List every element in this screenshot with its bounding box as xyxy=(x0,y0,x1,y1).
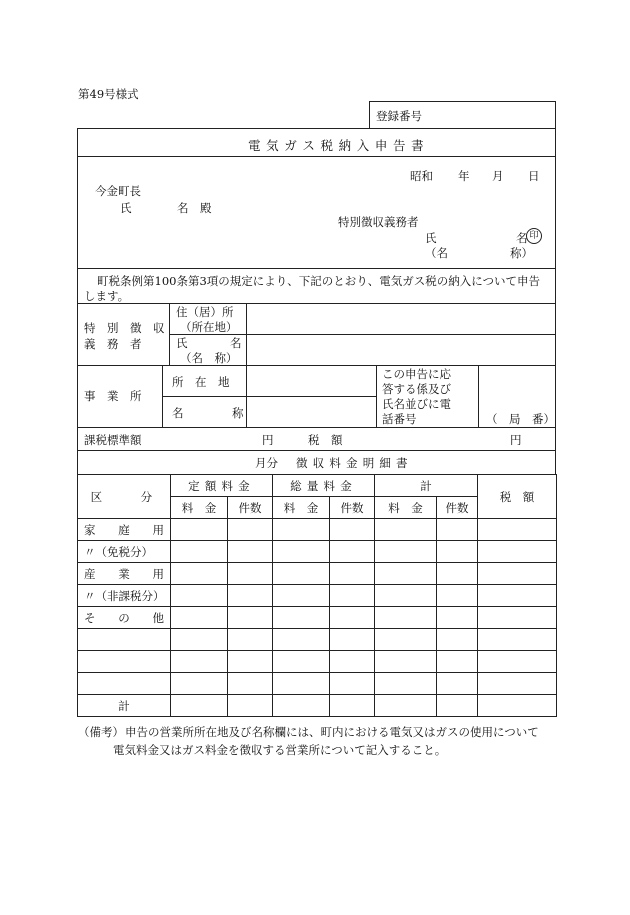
cell[interactable] xyxy=(330,585,375,607)
form-number: 第49号様式 xyxy=(78,87,139,101)
divider-detail xyxy=(77,450,556,451)
date-year[interactable]: 年 xyxy=(458,169,470,183)
cell[interactable] xyxy=(171,629,228,651)
cell[interactable] xyxy=(437,585,478,607)
row-label[interactable] xyxy=(78,673,171,695)
cell[interactable] xyxy=(171,585,228,607)
obligor-name-field[interactable] xyxy=(250,335,554,365)
contact-line2: 答する係及び xyxy=(382,382,451,396)
cell[interactable] xyxy=(228,695,273,717)
cell[interactable] xyxy=(273,607,330,629)
row-label: 〃（非課税分） xyxy=(78,585,171,607)
submitter-label: 特別徴収義務者 xyxy=(338,215,419,229)
cell[interactable] xyxy=(273,519,330,541)
address-label: 住（居）所 xyxy=(176,305,234,319)
row-label: 〃（免税分） xyxy=(78,541,171,563)
contact-line1: この申告に応 xyxy=(382,367,451,381)
cell[interactable] xyxy=(273,629,330,651)
location-label: 所 在 地 xyxy=(172,375,230,389)
extension-label: （ 局 番） xyxy=(486,412,555,426)
cell[interactable] xyxy=(437,607,478,629)
cell[interactable] xyxy=(273,563,330,585)
address-sublabel: （所在地） xyxy=(180,320,238,334)
cell[interactable] xyxy=(228,673,273,695)
cell[interactable] xyxy=(437,651,478,673)
cell[interactable] xyxy=(375,585,437,607)
date-era: 昭和 xyxy=(410,169,433,183)
tax-amount-yen: 円 xyxy=(510,433,522,447)
form-title: 電気ガス税納入申告書 xyxy=(248,138,430,153)
submitter-sho-paren: 称） xyxy=(510,246,533,260)
contact-line4: 話番号 xyxy=(382,412,417,426)
business-name-label-left: 名 xyxy=(172,406,184,420)
declaration-line2: します。 xyxy=(84,289,130,303)
seal-icon: 印 xyxy=(526,228,542,244)
cell[interactable] xyxy=(228,585,273,607)
addressee-title: 今金町長 xyxy=(95,184,141,198)
detail-table xyxy=(77,474,557,717)
addressee-mei-dono: 名 殿 xyxy=(177,201,212,215)
table-row xyxy=(78,585,557,607)
sub-fee: 料 金 xyxy=(171,497,228,519)
obligor-name-sublabel: （名 称） xyxy=(180,351,238,365)
cell[interactable] xyxy=(171,519,228,541)
registration-number-box[interactable] xyxy=(369,101,556,129)
table-row xyxy=(78,673,557,695)
cell[interactable] xyxy=(437,695,478,717)
detail-month: 月分 xyxy=(255,456,278,470)
business-vline4 xyxy=(478,365,479,427)
cell[interactable] xyxy=(330,673,375,695)
cell[interactable] xyxy=(375,563,437,585)
date-month[interactable]: 月 xyxy=(492,169,504,183)
cell[interactable] xyxy=(171,541,228,563)
cell[interactable] xyxy=(330,629,375,651)
cell[interactable] xyxy=(478,585,557,607)
cell[interactable] xyxy=(437,673,478,695)
cell[interactable] xyxy=(478,673,557,695)
row-label: 産 業 用 xyxy=(78,563,171,585)
cell[interactable] xyxy=(171,563,228,585)
cell[interactable] xyxy=(273,695,330,717)
submitter-mei: 名 xyxy=(516,231,528,245)
business-location-field[interactable] xyxy=(250,366,374,396)
cell[interactable] xyxy=(330,695,375,717)
cell[interactable] xyxy=(478,695,557,717)
table-row xyxy=(78,607,557,629)
cell[interactable] xyxy=(273,541,330,563)
cell[interactable] xyxy=(437,541,478,563)
contact-line3: 氏名並びに電 xyxy=(382,397,451,411)
cell[interactable] xyxy=(330,519,375,541)
cell[interactable] xyxy=(375,651,437,673)
note-label: （備考） xyxy=(78,725,124,739)
cell[interactable] xyxy=(228,541,273,563)
table-row-total xyxy=(78,695,557,717)
note-line1: 申告の営業所所在地及び名称欄には、町内における電気又はガスの使用について xyxy=(125,725,539,739)
submitter-na-paren: （名 xyxy=(425,246,448,260)
obligor-label-line1: 特 別 徴 収 xyxy=(84,321,165,335)
cell[interactable] xyxy=(437,629,478,651)
registration-label: 登録番号 xyxy=(376,109,422,123)
cell[interactable] xyxy=(330,563,375,585)
cell[interactable] xyxy=(171,651,228,673)
business-label: 事 業 所 xyxy=(84,389,142,403)
business-name-label-right: 称 xyxy=(232,406,244,420)
cell[interactable] xyxy=(171,695,228,717)
cell[interactable] xyxy=(478,519,557,541)
title-divider xyxy=(77,156,556,157)
obligor-address-field[interactable] xyxy=(250,303,554,334)
detail-heading: 徴収料金明細書 xyxy=(296,456,413,470)
cell[interactable] xyxy=(273,651,330,673)
cell[interactable] xyxy=(228,519,273,541)
cell[interactable] xyxy=(330,607,375,629)
tax-amount-label: 税 額 xyxy=(308,433,343,447)
cell[interactable] xyxy=(437,563,478,585)
cell[interactable] xyxy=(273,673,330,695)
obligor-name-label-right: 名 xyxy=(230,336,242,350)
cell[interactable] xyxy=(478,629,557,651)
sub-count: 件数 xyxy=(330,497,375,519)
cell[interactable] xyxy=(478,563,557,585)
row-label[interactable] xyxy=(78,651,171,673)
addressee-shi: 氏 xyxy=(120,201,132,215)
col-fixed: 定額料金 xyxy=(171,475,273,497)
business-name-field[interactable] xyxy=(250,397,374,426)
obligor-name-label-left: 氏 xyxy=(176,336,188,350)
cell[interactable] xyxy=(375,695,437,717)
col-category: 区 分 xyxy=(78,475,171,519)
tax-amount-field[interactable] xyxy=(360,429,506,447)
divider-tax xyxy=(77,427,556,428)
cell[interactable] xyxy=(375,673,437,695)
cell[interactable] xyxy=(228,629,273,651)
col-total: 計 xyxy=(375,475,478,497)
col-metered: 総量料金 xyxy=(273,475,375,497)
cell[interactable] xyxy=(228,607,273,629)
contact-field[interactable] xyxy=(482,366,554,410)
cell[interactable] xyxy=(375,629,437,651)
row-label: そ の 他 xyxy=(78,607,171,629)
sub-count: 件数 xyxy=(228,497,273,519)
cell[interactable] xyxy=(330,651,375,673)
tax-base-yen: 円 xyxy=(262,433,274,447)
row-label: 家 庭 用 xyxy=(78,519,171,541)
date-day[interactable]: 日 xyxy=(528,169,540,183)
table-row xyxy=(78,629,557,651)
business-vline3 xyxy=(376,365,377,427)
cell[interactable] xyxy=(171,607,228,629)
declaration-line1: 町税条例第100条第3項の規定により、下記のとおり、電気ガス税の納入について申告 xyxy=(97,274,541,288)
tax-base-field[interactable] xyxy=(148,429,258,447)
sub-fee: 料 金 xyxy=(273,497,330,519)
cell[interactable] xyxy=(330,541,375,563)
sub-fee: 料 金 xyxy=(375,497,437,519)
col-tax: 税 額 xyxy=(478,475,557,519)
sub-count: 件数 xyxy=(437,497,478,519)
divider-declaration xyxy=(77,268,556,269)
cell[interactable] xyxy=(171,673,228,695)
table-row xyxy=(78,541,557,563)
cell[interactable] xyxy=(375,519,437,541)
cell[interactable] xyxy=(437,519,478,541)
table-row xyxy=(78,651,557,673)
cell[interactable] xyxy=(228,651,273,673)
table-row xyxy=(78,519,557,541)
total-label: 計 xyxy=(78,695,171,717)
tax-base-label: 課税標準額 xyxy=(84,433,142,447)
table-row xyxy=(78,563,557,585)
note-line2: 電気料金又はガス料金を徴収する営業所について記入すること。 xyxy=(113,743,447,757)
row-label[interactable] xyxy=(78,629,171,651)
cell[interactable] xyxy=(375,607,437,629)
cell[interactable] xyxy=(375,541,437,563)
cell[interactable] xyxy=(273,585,330,607)
cell[interactable] xyxy=(478,607,557,629)
cell[interactable] xyxy=(478,541,557,563)
obligor-label-line2: 義 務 者 xyxy=(84,337,142,351)
cell[interactable] xyxy=(228,563,273,585)
cell[interactable] xyxy=(478,651,557,673)
submitter-shi: 氏 xyxy=(425,231,437,245)
